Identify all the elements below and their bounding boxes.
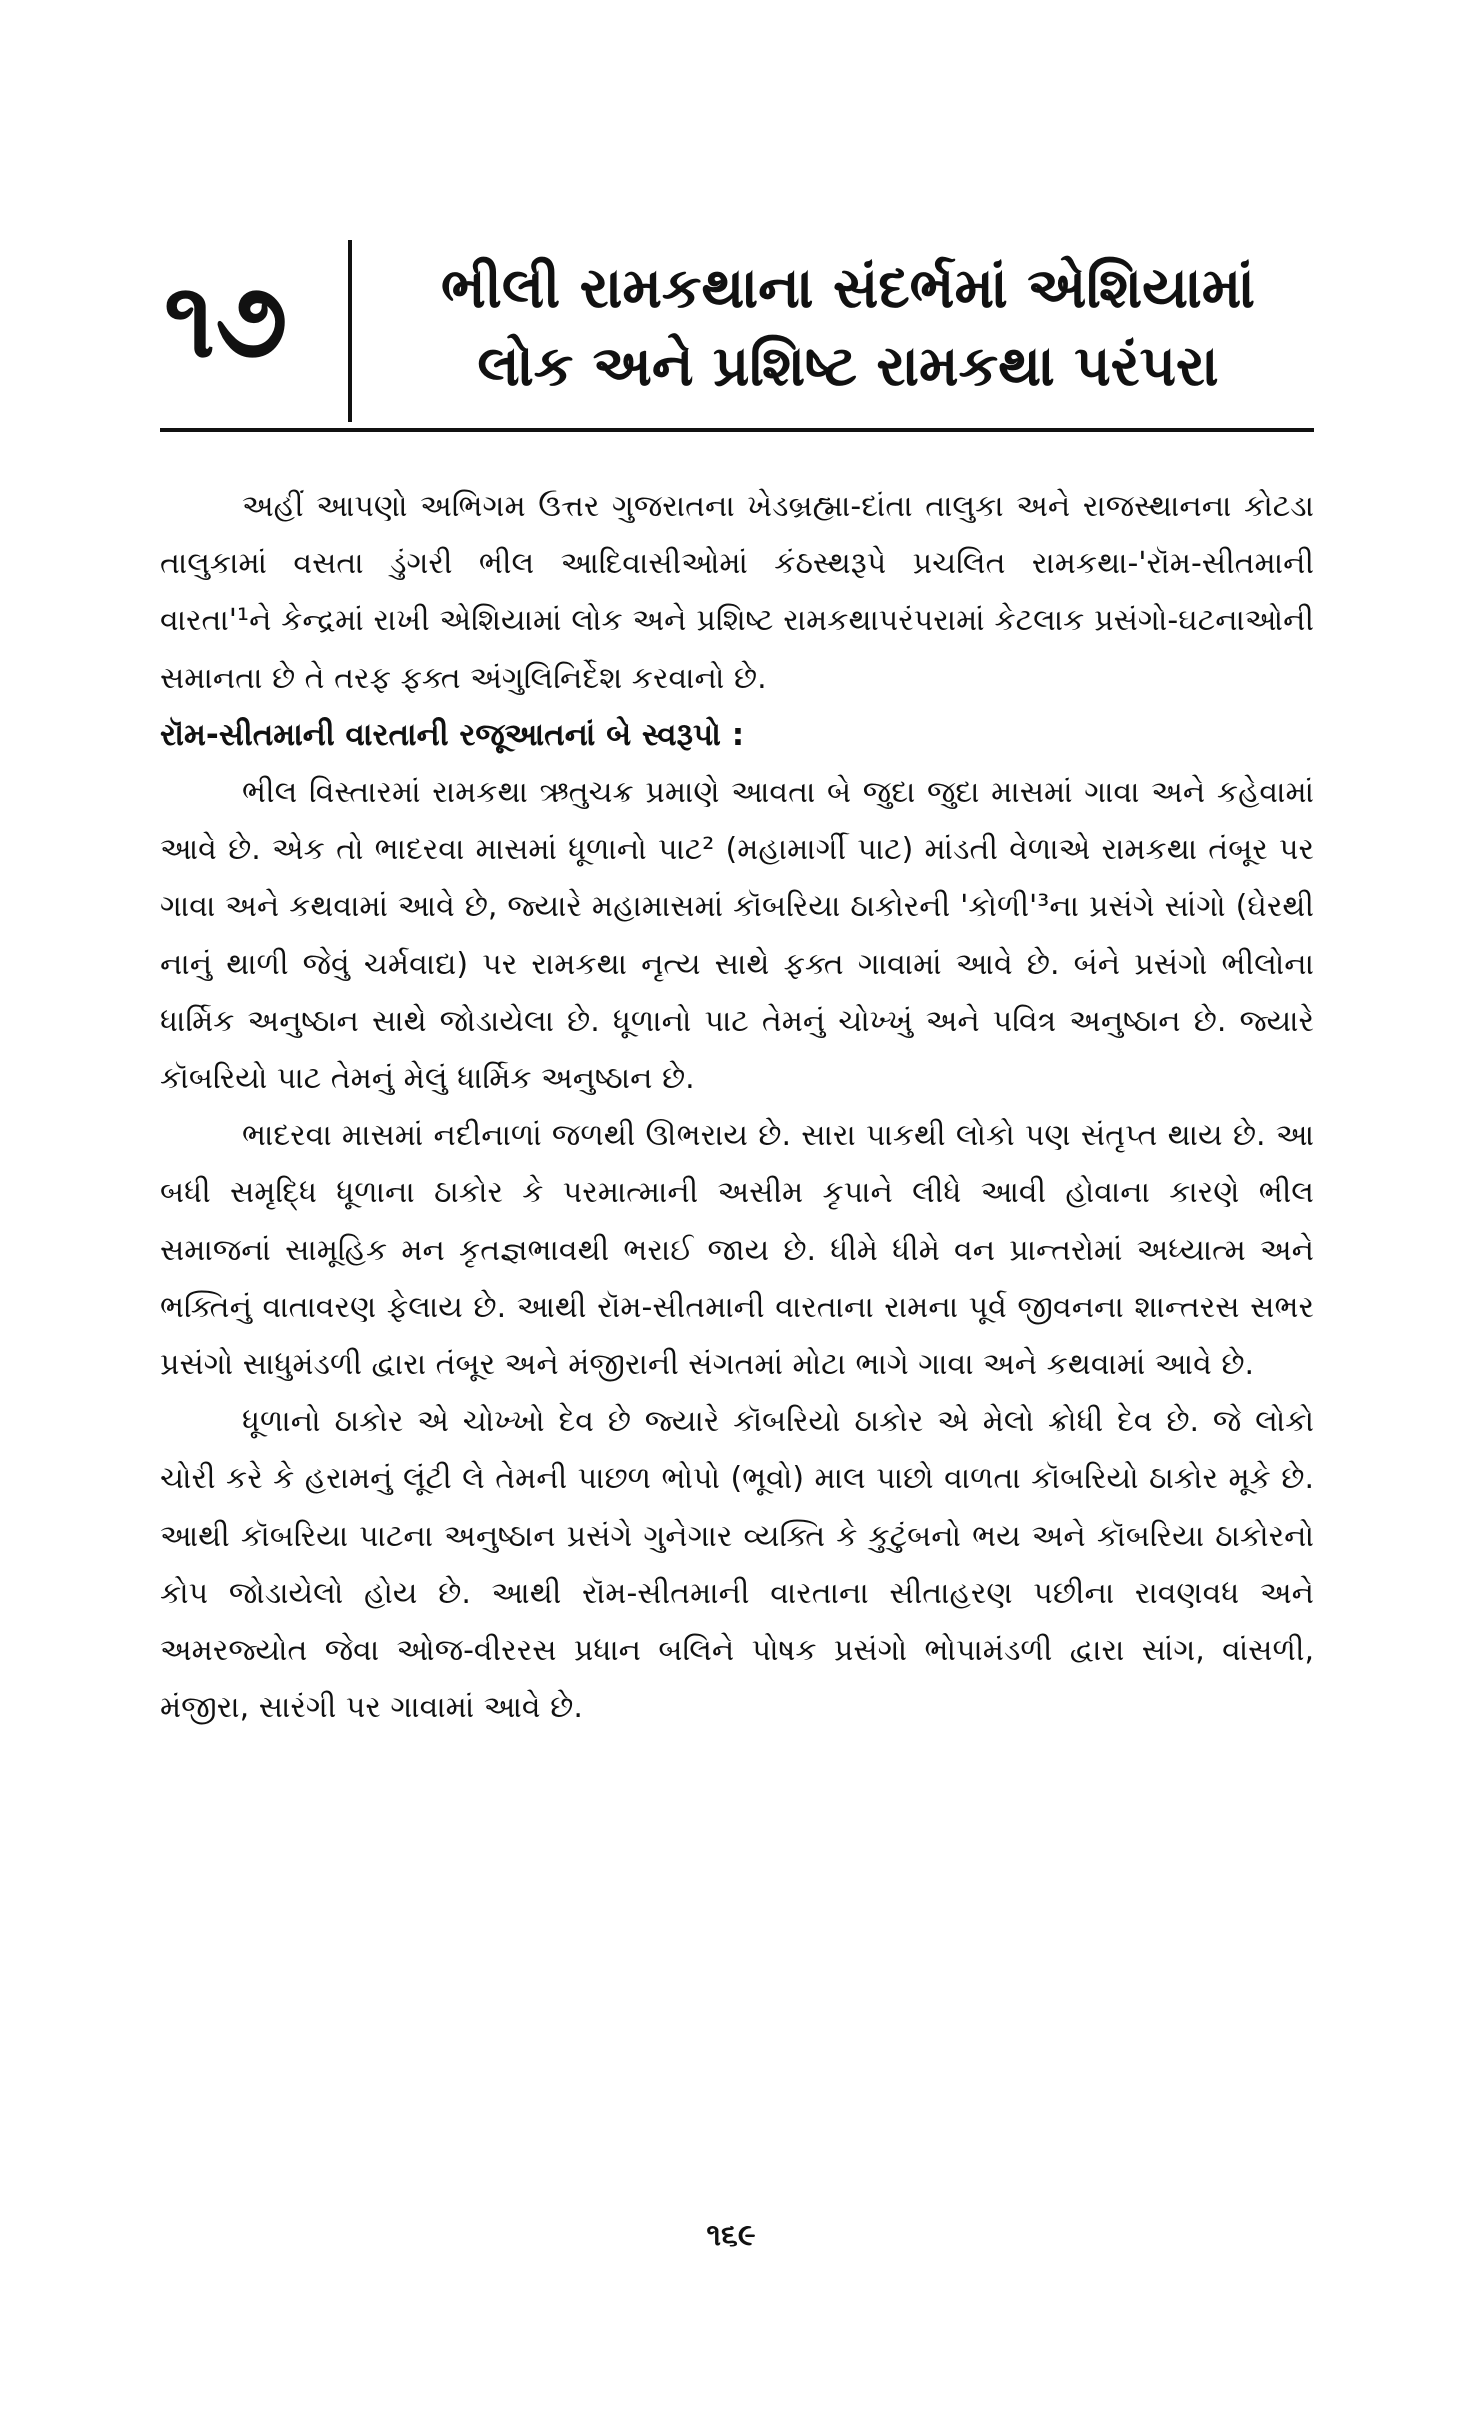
chapter-header: [160, 228, 1314, 428]
paragraph-3: ભાદરવા માસમાં નદીનાળાં જળથી ઊભરાય છે. સારા પાકથી લોકો પણ સંતૃપ્ત થાય છે. આ બધી સમૃદ્ધિ ધૂળાના ઠાકોર કે પરમાત્માની અસીમ કૃપાને લીધે આવી હોવાના કારણે ભીલ સમાજનાં સામૂહિક મન કૃતજ્ઞભાવથી ભરાઈ જાય છે. ધીમે ધીમે વન પ્રાન્તરોમાં અધ્યાત્મ અને ભક્તિનું વાતાવરણ ફેલાય છે. આથી રૉમ-સીતમાની વારતાના રામના પૂર્વ જીવનના શાન્તરસ સભર પ્રસંગો સાધુમંડળી દ્વારા તંબૂર અને મંજીરાની સંગતમાં મોટા ભાગે ગાવા અને કથવામાં આવે છે.: [160, 1118, 1314, 1383]
page-number: ૧૬૯: [706, 2218, 756, 2253]
paragraph-4: ધૂળાનો ઠાકોર એ ચોખ્ખો દેવ છે જ્યારે કૉબરિયો ઠાકોર એ મેલો ક્રોધી દેવ છે. જે લોકો ચોરી કરે કે હરામનું લૂંટી લે તેમની પાછળ ભોપો (ભૂવો) માલ પાછો વાળતા કૉબરિયો ઠાકોર મૂકે છે. આથી કૉબરિયા પાટના અનુષ્ઠાન પ્રસંગે ગુનેગાર વ્યક્તિ કે કુટુંબનો ભય અને કૉબરિયા ઠાકોરનો કોપ જોડાયેલો હોય છે. આથી રૉમ-સીતમાની વારતાના સીતાહરણ પછીના રાવણવધ અને અમરજ્યોત જેવા ઓજ-વીરરસ પ્રધાન બલિને પોષક પ્રસંગો ભોપામંડળી દ્વારા સાંગ, વાંસળી, મંજીરા, સારંગી પર ગાવામાં આવે છે.: [160, 1404, 1314, 1726]
chapter-number: ૧૭: [164, 259, 288, 381]
chapter-title-line-2: લોક અને પ્રશિષ્ટ રામકથા પરંપરા: [477, 334, 1219, 399]
chapter-title: [382, 250, 1314, 406]
header-rule: [160, 428, 1314, 432]
chapter-title-line-1: ભીલી રામકથાના સંદર્ભમાં એશિયામાં: [441, 256, 1255, 321]
body-text: [160, 478, 1314, 1736]
paragraph-2: ભીલ વિસ્તારમાં રામકથા ઋતુચક્ર પ્રમાણે આવતા બે જુદા જુદા માસમાં ગાવા અને કહેવામાં આવે છે. એક તો ભાદરવા માસમાં ધૂળાનો પાટ² (મહામાર્ગી પાટ) માંડતી વેળાએ રામકથા તંબૂર પર ગાવા અને કથવામાં આવે છે, જ્યારે મહામાસમાં કૉબરિયા ઠાકોરની 'કોળી'³ના પ્રસંગે સાંગો (ઘેરથી નાનું થાળી જેવું ચર્મવાદ્ય) પર રામકથા નૃત્ય સાથે ફક્ત ગાવામાં આવે છે. બંને પ્રસંગો ભીલોના ધાર્મિક અનુષ્ઠાન સાથે જોડાયેલા છે. ધૂળાનો પાટ તેમનું ચોખ્ખું અને પવિત્ર અનુષ્ઠાન છે. જ્યારે કૉબરિયો પાટ તેમનું મેલું ધાર્મિક અનુષ્ઠાન છે.: [160, 775, 1314, 1097]
paragraph-1: અહીં આપણો અભિગમ ઉત્તર ગુજરાતના ખેડબ્રહ્મા-દાંતા તાલુકા અને રાજસ્થાનના કોટડા તાલુકામાં વસતા ડુંગરી ભીલ આદિવાસીઓમાં કંઠસ્થરૂપે પ્રચલિત રામકથા-'રૉમ-સીતમાની વારતા'¹ને કેન્દ્રમાં રાખી એશિયામાં લોક અને પ્રશિષ્ટ રામકથાપરંપરામાં કેટલાક પ્રસંગો-ઘટનાઓની સમાનતા છે તે તરફ ફક્ત અંગુલિનિર્દેશ કરવાનો છે.: [160, 489, 1314, 696]
section-heading: રૉમ-સીતમાની વારતાની રજૂઆતનાં બે સ્વરૂપો :: [160, 716, 745, 753]
chapter-divider: [348, 240, 352, 422]
